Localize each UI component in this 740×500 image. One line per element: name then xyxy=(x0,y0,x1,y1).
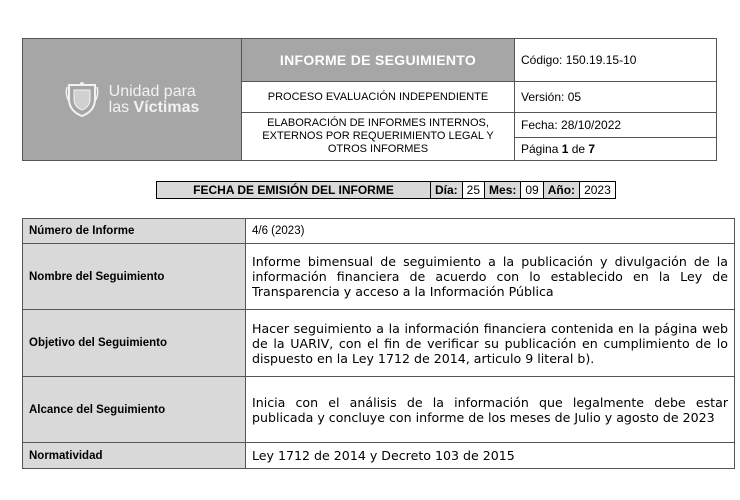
logo-line-2-prefix: las xyxy=(108,98,134,116)
logo-cell xyxy=(23,39,242,161)
document-version: Versión: 05 xyxy=(515,82,717,113)
number-value: 4/6 (2023) xyxy=(246,219,735,244)
report-info-table xyxy=(22,218,735,469)
objective-value: Hacer seguimiento a la información financiera contenida en la página web de la UARIV, con el fin de verificar su publicación en cumplimiento de lo dispuesto en la Ley 1712 de 2014, articulo 9 literal b). xyxy=(246,310,735,377)
procedure-name: ELABORACIÓN DE INFORMES INTERNOS, EXTERNOS POR REQUERIMIENTO LEGAL Y OTROS INFORMES xyxy=(242,113,515,161)
month-label: Mes: xyxy=(485,182,521,199)
table-row xyxy=(23,219,735,244)
page-number xyxy=(515,138,717,161)
process-name: PROCESO EVALUACIÓN INDEPENDIENTE xyxy=(242,82,515,113)
document-date: Fecha: 28/10/2022 xyxy=(515,113,717,138)
page-prefix: Página xyxy=(521,142,562,156)
logo-line-1: Unidad para xyxy=(108,82,196,100)
page-mid: de xyxy=(568,142,589,156)
logo-line-2-bold: Víctimas xyxy=(133,98,200,116)
objective-label: Objetivo del Seguimiento xyxy=(23,310,246,377)
document-code: Código: 150.19.15-10 xyxy=(515,39,717,82)
year-label: Año: xyxy=(543,182,579,199)
unidad-victimas-logo xyxy=(23,39,241,160)
table-row xyxy=(23,310,735,377)
day-value: 25 xyxy=(462,182,484,199)
page-current: 1 xyxy=(561,142,569,156)
table-row xyxy=(23,443,735,469)
table-row xyxy=(23,244,735,310)
scope-label: Alcance del Seguimiento xyxy=(23,377,246,443)
page-total: 7 xyxy=(588,142,596,156)
month-value: 09 xyxy=(521,182,543,199)
day-label: Día: xyxy=(431,182,463,199)
document-header xyxy=(22,38,717,161)
emission-label: FECHA DE EMISIÓN DEL INFORME xyxy=(157,182,431,199)
scope-value: Inicia con el análisis de la información que legalmente debe estar publicada y concluye con informe de los meses de Julio y agosto de 2023 xyxy=(246,377,735,443)
number-label: Número de Informe xyxy=(23,219,246,244)
report-title: INFORME DE SEGUIMIENTO xyxy=(242,39,515,82)
norms-label: Normatividad xyxy=(23,443,246,469)
emission-date-strip xyxy=(156,181,616,199)
name-value: Informe bimensual de seguimiento a la publicación y divulgación de la información financiera de acuerdo con lo establecido en la Ley de Transparencia y acceso a la Información Pública xyxy=(246,244,735,310)
table-row xyxy=(23,377,735,443)
year-value: 2023 xyxy=(580,182,616,199)
coat-of-arms-icon xyxy=(65,81,99,119)
name-label: Nombre del Seguimiento xyxy=(23,244,246,310)
norms-value: Ley 1712 de 2014 y Decreto 103 de 2015 xyxy=(246,443,735,469)
